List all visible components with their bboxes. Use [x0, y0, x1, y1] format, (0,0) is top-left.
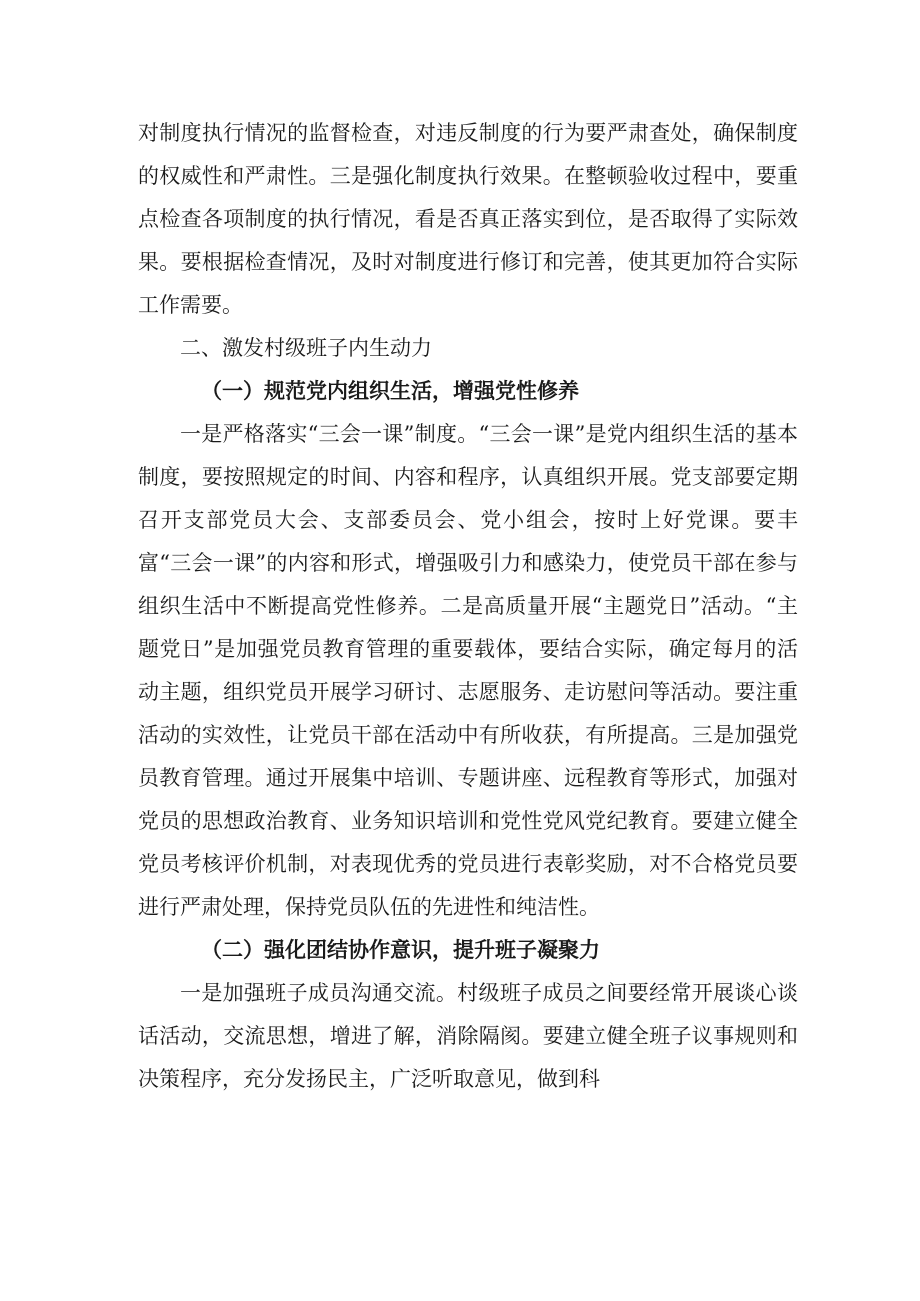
subsection-heading-1: （一）规范党内组织生活，增强党性修养: [201, 379, 579, 403]
paragraph-organization-life: 一是严格落实“三会一课”制度。“三会一课”是党内组织生活的基本制度，要按照规定的时间、内容和程序，认真组织开展。党支部要定期召开支部党员大会、支部委员会、党小组会，按时上好党课。要丰富“三会一课”的内容和形式，增强吸引力和感染力，使党员干部在参与组织生活中不断提高党性修养。二是高质量开展“主题党日”活动。“主题党日”是加强党员教育管理的重要载体，要结合实际，确定每月的活动主题，组织党员开展学习研讨、志愿服务、走访慰问等活动。要注重活动的实效性，让党员干部在活动中有所收获，有所提高。三是加强党员教育管理。通过开展集中培训、专题讲座、远程教育等形式，加强对党员的思想政治教育、业务知识培训和党性党风党纪教育。要建立健全党员考核评价机制，对表现优秀的党员进行表彰奖励，对不合格党员要进行严肃处理，保持党员队伍的先进性和纯洁性。: [138, 422, 798, 919]
subsection-heading-2: （二）强化团结协作意识，提升班子凝聚力: [201, 938, 600, 962]
paragraph-continuation: 对制度执行情况的监督检查，对违反制度的行为要严肃查处，确保制度的权威性和严肃性。三是强化制度执行效果。在整顿验收过程中，要重点检查各项制度的执行情况，看是否真正落实到位，是否取得了实际效果。要根据检查情况，及时对制度进行修订和完善，使其更加符合实际工作需要。: [138, 121, 798, 317]
section-heading: 二、激发村级班子内生动力: [180, 336, 432, 360]
document-body: [138, 112, 798, 1101]
paragraph-communication: 一是加强班子成员沟通交流。村级班子成员之间要经常开展谈心谈话活动，交流思想，增进了解，消除隔阂。要建立健全班子议事规则和决策程序，充分发扬民主，广泛听取意见，做到科: [138, 981, 798, 1091]
